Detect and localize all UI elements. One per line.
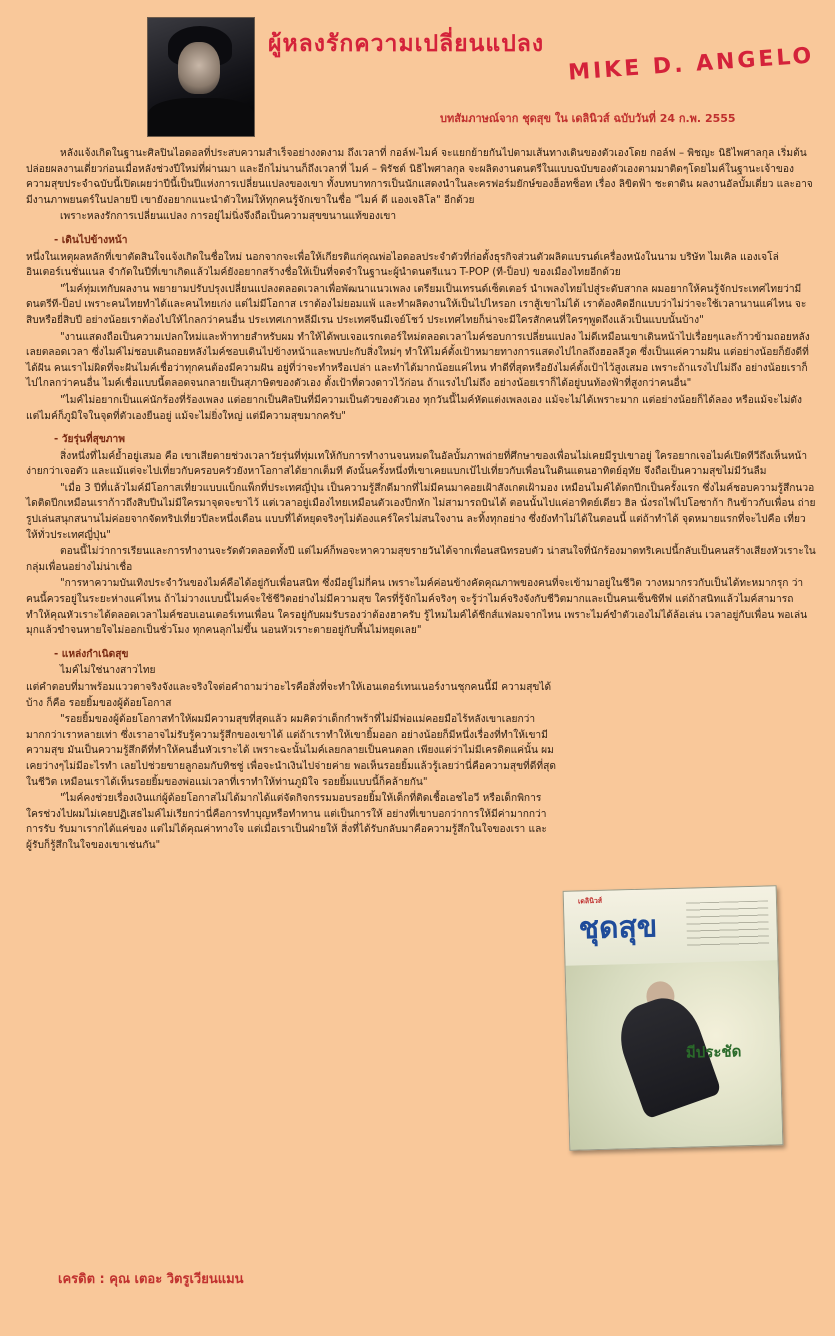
- artist-photo: [148, 18, 254, 136]
- paragraph: หนึ่งในเหตุผลหลักที่เขาตัดสินใจแจ้งเกิดในชื่อใหม่ นอกจากจะเพื่อให้เกียรติแก่คุณพ่อไอดอลประจำตัวที่ก่อตั้งธุรกิจส่วนตัวผลิตแบรนด์เครื่องหนังในนาม บริษัท ไมเคิล แองเจโล่ อินเตอร์เนชั่นแนล จำกัดในปีที่เขาเกิดแล้วไมค์ยังอยากสร้างชื่อให้เป็นที่จดจำในฐานะผู้นำดนตรีแนว T-POP (ที-ป็อป) ของเมืองไทยอีกด้วย: [26, 251, 779, 279]
- artist-name: MIKE D. ANGELO: [567, 43, 816, 86]
- quote-paragraph: "ไมค์คงช่วยเรื่องเงินแก่ผู้ด้อยโอกาสไม่ได้มากได้แต่จัดกิจกรรมมอบรอยยิ้มให้เด็กที่ติดเชื้อเอชไอวี หรือเด็กพิการ ใครช่วงไปผมไม่เคยปฏิเสธไมค์ไม่เรียกว่านี่คือการทำบุญหรือทำทาน แต่เป็นการให้ อย่างที่เขาบอกว่าการให้มีค่ามากกว่าการรับ รับมาเรากได้แค่ของ แต่ไม่ได้คุณค่าทางใจ แต่เมื่อเราเป็นฝ่ายให้ สิ่งที่ได้รับกลับมาคือความรู้สึกในใจของเรา และผู้รับก็รู้สึกในใจของเขาเช่นกัน": [26, 793, 547, 851]
- photo-face: [178, 42, 220, 94]
- quote-paragraph: "รอยยิ้มของผู้ด้อยโอกาสทำให้ผมมีความสุขที่สุดแล้ว ผมคิดว่าเด็กกำพร้าที่ไม่มีพ่อแม่คอยมือไร้หลังเขาเลยกว่ามากกว่าเราหลายเท่า ซึ่งเราอาจไม่รับรู้ความรู้สึกของเขาได้ แต่ถ้าเราทำให้เขายิ้มออก อย่างน้อยก็มีหนึ่งเรื่องที่ทำให้เขามีความสุข มันเป็นความรู้สึกดีที่ทำให้คนอื่นหัวเราะได้ เพราะฉะนั้นไมค์เลยกลายเป็นคนตลก เพียงแต่ว่าไม่มีเครดิตแค่นั้น ผมเคยว่างๆไม่มีอะไรทำ เลยไปช่วยขายลูกอมกับทิชชู่ เพื่อจะนำเงินไปจ่ายค่าย พอเห็นรอยยิ้มแล้วรู้เลยว่านี่คือความสุขที่ดีที่สุดในชีวิต เหมือนเราได้เห็นรอยยิ้มของพ่อแม่เวลาที่เราทำให้ท่านภูมิใจ รอยยิ้มแบบนี้ก็คล้ายกัน": [26, 714, 556, 788]
- quote-paragraph: "งานแสดงถือเป็นความเปลกใหม่และท้าทายสำหรับผม ทำให้ได้พบเจอแรกเตอร์ใหม่ตลอดเวลาไมค์ชอบการเปลี่ยนแปลง ไม่ดีเหมือนเขาเดินหน้าไปเรื่อยๆและก้าวข้ามถอยหลังเลยตลอดเวลา ซึ่งไมค์ไม่ชอบเดินถอยหลังไมค์ชอบเดินไปข้างหน้าและพบปะกับสิ่งใหม่ๆ ทำให้ไมค์ตั้งเป้าหมายทางการแสดงไปไกลถึงฮอลลีวูด ซึ่งเป็นแค่ความฝัน แต่อย่างน้อยก็ยังดีที่ได้ฝัน คนเราไม่ผิดที่จะฝันไมค์เชื่อว่าทุกคนต้องมีความฝัน อยู่ที่ว่าจะทำหรือเปล่า และทำได้มากน้อยแค่ไหน ทำดีที่สุดหรือยังไมค์ตั้งเป้าไว้สูงเสมอ เพราะถ้าแรงไปไม่ถึง อย่างน้อยเราก็ไปไกลกว่าคนอื่น ไมค์เชื่อแบบนี้ตลอดจนกลายเป็นสุภาษิตของตัวเอง ตั้งเป้าที่ดวงดาวไว้ก่อน ถ้าแรงไปไม่ถึง อย่างน้อยเราก็ได้อยู่บนท้องฟ้าที่สูงกว่าคนอื่น": [26, 331, 810, 390]
- paragraph: สิ่งหนึ่งที่ไมค์ย้ำอยู่เสมอ คือ เขาเสียดายช่วงเวลาวัยรุ่นที่ทุ่มเทให้กับการทำงานจนหมดในอัลบั้มภาพถ่ายที่ศึกษาของเพื่อนไม่เคยมีรูปเขาอยู่ ใครอยากเจอไมค์เปิดทีวีถึงเห็นหน้าง่ายกว่าเจอตัว และแม้แต่จะไปเที่ยวกับครอบครัวยังหาโอกาสได้ยากเต็มที ดังนั้นครั้งหนึ่งที่เขาเคยแบกเป้ไปเที่ยวกับเพื่อนในดินแดนอาทิตย์อุทัย จึงถือเป็นความสุขไม่มีวันลืม: [26, 450, 808, 478]
- article-title: ผู้หลงรักความเปลี่ยนแปลง: [268, 30, 545, 57]
- quote-paragraph: "เมื่อ 3 ปีที่แล้วไมค์มีโอกาสเที่ยวแบบแบ็กแพ็กที่ประเทศญี่ปุ่น เป็นความรู้สึกดีมากที่ไม่มีคนมาคอยเฝ้าสังเกตเฝ้ามอง เหมือนไมค์ได้ตกปีกเป็นครั้งแรก ซึ่งไมค์ชอบความรู้สึกนวอไดติดปีกเหมือนเราก้าวถึงสิบปีนไม่มีใครมาจุดจะขาไว้ แต่เวลาอยู่เมืองไทยเหมือนตัวเองปีกหัก ไม่สามารถบินได้ ตอนนั้นไปแค่อาทิตย์เดียว ฮิล นั่งรถไฟไปโอซาก้า กินข้าวกับเพื่อน ถ่ายรูปเล่นสนุกสนานไม่ค่อยจากจัดทริปเที่ยวปีละหนึ่งเดือน แบบที่ได้หยุดจริงๆไม่ต้องแคร์ใครไม่สนใจงาน ละทิ้งทุกอย่าง ซึ่งยังทำไม่ได้ในตอนนี้ แต่ถ้าทำได้ จุดหมายแรกที่จะไปคือ เที่ยวให้ทั่วประเทศญี่ปุ่น": [26, 482, 816, 541]
- source-line: บทสัมภาษณ์จาก ชุดสุข ใน เดลินิวส์ ฉบับวันที่ 24 ก.พ. 2555: [440, 112, 736, 125]
- cover-subtitle: มีประชัด: [685, 1042, 742, 1062]
- credit-line: เครดิต : คุณ เตอะ วิตรูเวียนแมน: [58, 1272, 244, 1287]
- cover-tag: เดลินิวส์: [577, 896, 603, 906]
- paragraph: ตอนนี้ไม่ว่าการเรียนและการทำงานจะรัดตัวตลอดทั้งปี แต่ไมค์ก็พอจะหาความสุขรายวันได้จากเพื่อนสนิทรอบตัว น่าสนใจที่นักร้องมาดทริเคเปนี้กลับเป็นคนสร้างเสียงหัวเราะในกลุ่มเพื่อนอย่างไม่น่าเชื่อ: [26, 546, 816, 573]
- quote-paragraph: "การหาความบันเทิงประจำวันของไมค์คือได้อยู่กับเพื่อนสนิท ซึ่งมีอยู่ไม่กี่คน เพราะไมค์ค่อนข้างคัดคุณภาพของคนที่จะเข้ามาอยู่ในชีวิต วางหมากรวกับเป็นได้ทะหมากรุก ว่าคนนี้ควรอยู่ในระยะห่างแค่ไหน ถ้าไม่วางแบบนี้ไมค์จะใช้ชีวิตอย่างไม่มีความสุข ใครที่รู้จักไมค์จริงๆ จะรู้ว่าไมค์จริงจังกับชีวิตมากและเป็นคนเซ็นซิทีฟ แต่ถ้าสนิทแล้วไมค์สามารถทำให้คุณหัวเราะได้ตลอดเวลาไมค์ชอบเอนเตอร์เทนเพื่อน ใครอยู่กับผมรับรองว่าต้องฮาครับ รู้ไหมไมค์ได้ชีกส์แฟลมจากไหน เพราะไมค์ขำตัวเองไม่ได้ล้อเล่น เวลาอยู่กับเพื่อน พอเล่นมุกแล้วขำจนหายใจไม่ออกเป็นชั่วโมง ทุกคนลุกไม่ขึ้น นอนหัวเราะตายอยู่กับพื้นไม่หยุดเลย": [26, 578, 808, 637]
- photo-coat: [148, 98, 254, 136]
- paragraph: แต่คำตอบที่มาพร้อมแววตาจริงจังและจริงใจต่อคำถามว่าอะไรคือสิ่งที่จะทำให้เอนเตอร์เทนเนอร์งานชุกคนนี้มี ความสุขได้บ้าง ก็คือ รอยยิ้มของผู้ด้อยโอกาส: [26, 682, 552, 709]
- cover-blurb: [686, 900, 769, 950]
- article-body: [26, 146, 816, 855]
- intro-lead: เพราะหลงรักการเปลี่ยนแปลง การอยู่ไม่นิ่งจึงถือเป็นความสุขขนานแท้ของเขา: [60, 211, 397, 223]
- quote-paragraph: "ไมค์ไม่อยากเป็นแค่นักร้องที่ร้องเพลง แต่อยากเป็นศิลปินที่มีความเป็นตัวของตัวเอง ทุกวันนี้ไมค์หัดแต่งเพลงเอง แม้จะไม่ได้เพราะมาก แต่อย่างน้อยก็ได้ลอง หรือแม้จะไม่ดัง แต่ไมค์ก็ภูมิใจในจุดที่ตัวเองยืนอยู่ แม้จะไม่ยิ่งใหญ่ แต่มีความสุขมากครับ": [26, 394, 803, 422]
- cover-logo: ชุดสุข: [578, 909, 658, 947]
- section-title-3: - แหล่งกำเนิดสุข: [54, 648, 129, 660]
- paragraph: ไมค์ไม่ใช่นางสาวไทย: [60, 665, 156, 677]
- intro-paragraph: หลังแจ้งเกิดในฐานะศิลปินไอดอลที่ประสบความสำเร็จอย่างงดงาม ถึงเวลาที่ กอล์ฟ-ไมค์ จะแยกย้ายกันไปตามเส้นทางเดินของตัวเองโดย กอล์ฟ – พิชญะ นิธิไพศาลกุล เริ่มต้นปล่อยผลงานเดี่ยวก่อนเมื่อหลังช่วงปีใหม่ที่ผ่านมา และอีกไม่นานก็ถึงเวลาที่ ไมค์ – พิรัชต์ นิธิไพศาลกุล จะผลิตงานดนตรีในแบบฉบับของตัวเองตามมาติดๆโดยไมค์ในฐานะเจ้าของความสุขประจำฉบับนี้เปิดเผยว่าปีนี้เป็นปีแห่งการเปลี่ยนแปลงของเขา ทั้งบทบาทการเป็นนักแสดงนำในละครฟอร์มยักษ์ของฮ็อทช็อท เรื่อง ลิขิตฟ้า ชะตาดิน ผลงานอัลบั้มเดี่ยว และอาจมีงานภาพยนตร์ในปลายปี เขายังอยากแนะนำตัวใหม่ให้ทุกคนรู้จักเขาในชื่อ "ไมค์ ดี แองเจลิโล" อีกด้วย: [26, 148, 813, 206]
- section-title-2: - วัยรุ่นที่สุขภาพ: [54, 434, 125, 446]
- quote-paragraph: "ไมค์ทุ่มเทกับผลงาน พยายามปรับปรุงเปลี่ยนแปลงตลอดเวลาเพื่อพัฒนาแนวเพลง เตรียมเป็นเทรนด์เซ็ตเตอร์ นำเพลงไทยไปสู่ระดับสากล ผมอยากให้คนรู้จักประเทศไทยว่ามีดนตรีที-ป็อป เพราะคนไทยทำได้และคนไทยเก่ง แต่ไม่มีโอกาส เราต้องไม่ยอมแพ้ และทำผลิตงานให้เป็นไปไหรอก เราสู้เขาไม่ได้ เราต้องคิดอีกแบบว่าไม่ว่าจะใช้เวลานานแค่ไหน จะสิบหรือยี่สิบปี อย่างน้อยเราต้องไปให้ไกลกว่าคนอื่น ประเทศเกาหลีมีเรน ประเทศจีนมีเจย์โชว์ ประเทศไทยก็น่าจะมีใครสักคนที่ใครๆพูดถึงแล้วเป็นแบบนั้นบ้าง": [26, 283, 807, 326]
- section-title-1: - เดินไปข้างหน้า: [54, 234, 128, 246]
- magazine-cover: [563, 885, 784, 1151]
